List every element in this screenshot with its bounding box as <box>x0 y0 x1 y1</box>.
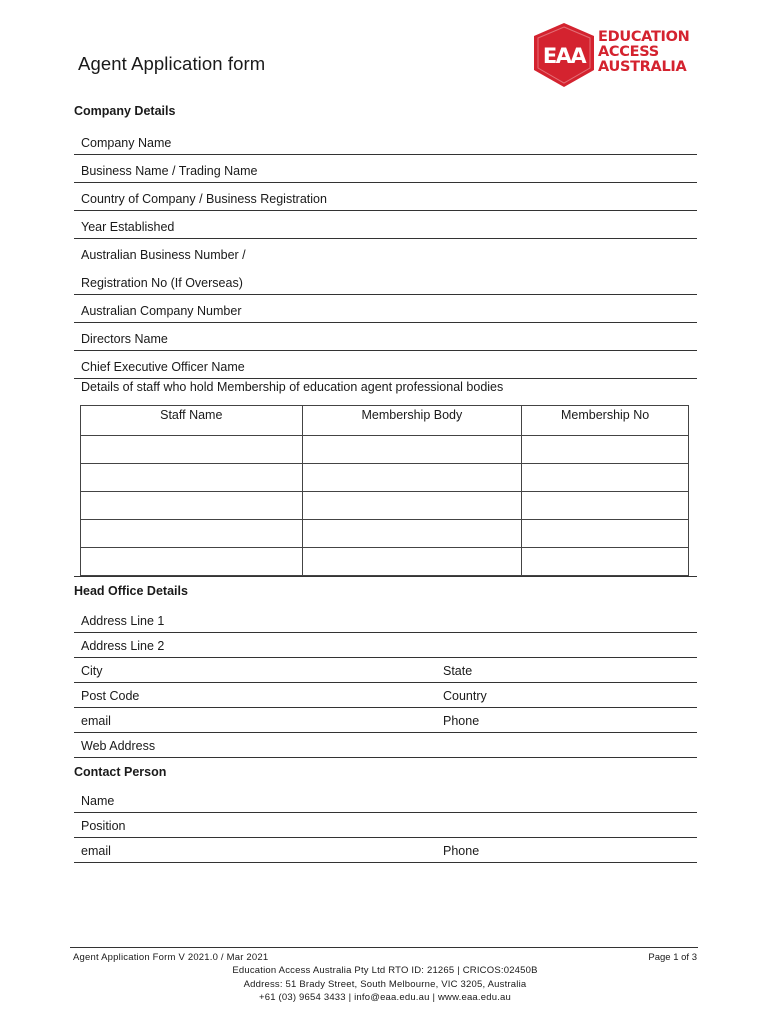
footer-divider <box>70 947 698 948</box>
staff-membership-table <box>80 405 689 576</box>
table-cell[interactable] <box>522 492 689 520</box>
table-cell[interactable] <box>302 548 522 576</box>
footer-address-line: Address: 51 Brady Street, South Melbourne, VIC 3205, Australia <box>243 979 527 990</box>
table-cell[interactable] <box>302 464 522 492</box>
table-cell[interactable] <box>81 548 303 576</box>
eaa-logo <box>532 22 702 88</box>
logo-wordmark <box>598 30 690 75</box>
company-details-heading: Company Details <box>74 104 176 118</box>
table-row <box>81 492 689 520</box>
footer-contact-line: +61 (03) 9654 3433 | info@eaa.edu.au | www.eaa.edu.au <box>258 992 512 1003</box>
table-row <box>81 520 689 548</box>
abn-field-line-2[interactable] <box>74 266 697 295</box>
column-header-staff-name: Staff Name <box>81 406 303 436</box>
address-line-1-field[interactable] <box>74 606 697 633</box>
column-header-membership-body: Membership Body <box>302 406 522 436</box>
year-established-field[interactable] <box>74 210 697 239</box>
table-cell[interactable] <box>522 464 689 492</box>
table-cell[interactable] <box>302 436 522 464</box>
contact-name-field[interactable] <box>74 786 697 813</box>
field-label: Country of Company / Business Registration <box>81 192 327 206</box>
field-label: Australian Business Number / <box>81 248 246 262</box>
eaa-shield-icon <box>532 22 596 88</box>
head-office-heading: Head Office Details <box>74 584 188 598</box>
field-label: Position <box>81 819 126 833</box>
email-phone-row[interactable] <box>74 707 697 733</box>
city-state-row[interactable] <box>74 657 697 683</box>
field-label: Year Established <box>81 220 175 234</box>
column-header-membership-no: Membership No <box>522 406 689 436</box>
field-label: Australian Company Number <box>81 304 242 318</box>
table-cell[interactable] <box>522 436 689 464</box>
table-cell[interactable] <box>81 492 303 520</box>
field-label: Directors Name <box>81 332 168 346</box>
field-label: Chief Executive Officer Name <box>81 360 245 374</box>
business-name-field[interactable] <box>74 154 697 183</box>
field-label: Name <box>81 794 115 808</box>
field-label: Web Address <box>81 739 156 753</box>
table-cell[interactable] <box>81 436 303 464</box>
contact-person-heading: Contact Person <box>74 765 167 779</box>
directors-name-field[interactable] <box>74 322 697 351</box>
table-cell[interactable] <box>522 520 689 548</box>
table-cell[interactable] <box>302 492 522 520</box>
contact-position-field[interactable] <box>74 812 697 838</box>
page-title: Agent Application form <box>78 53 266 74</box>
field-label: Details of staff who hold Membership of education agent professional bodies <box>81 380 504 394</box>
table-row <box>81 464 689 492</box>
table-row <box>81 436 689 464</box>
logo-line-2: ACCESS <box>598 44 659 60</box>
country-label: Country <box>443 689 487 703</box>
state-label: State <box>443 664 473 678</box>
footer-company-line: Education Access Australia Pty Ltd RTO ID: 21265 | CRICOS:02450B <box>232 965 538 976</box>
field-label: Registration No (If Overseas) <box>81 276 243 290</box>
address-line-2-field[interactable] <box>74 632 697 658</box>
phone-label: Phone <box>443 844 480 858</box>
table-cell[interactable] <box>81 520 303 548</box>
staff-membership-label-row <box>74 378 697 398</box>
postcode-country-row[interactable] <box>74 682 697 708</box>
table-cell[interactable] <box>522 548 689 576</box>
acn-field[interactable] <box>74 294 697 323</box>
email-label: email <box>81 844 111 858</box>
field-label: Address Line 1 <box>81 614 165 628</box>
table-row <box>81 548 689 576</box>
field-label: Address Line 2 <box>81 639 165 653</box>
field-label: Company Name <box>81 136 172 150</box>
field-label: Business Name / Trading Name <box>81 164 258 178</box>
table-header-row <box>81 406 689 436</box>
table-cell[interactable] <box>302 520 522 548</box>
page-number: Page 1 of 3 <box>648 952 697 963</box>
logo-line-1: EDUCATION <box>598 29 690 45</box>
email-label: email <box>81 714 111 728</box>
table-underline <box>74 576 697 577</box>
form-version: Agent Application Form V 2021.0 / Mar 2021 <box>73 952 269 963</box>
table-cell[interactable] <box>81 464 303 492</box>
abn-field-line-1[interactable] <box>74 238 697 266</box>
company-name-field[interactable] <box>74 124 697 155</box>
ceo-name-field[interactable] <box>74 350 697 379</box>
postcode-label: Post Code <box>81 689 140 703</box>
city-label: City <box>81 664 103 678</box>
phone-label: Phone <box>443 714 480 728</box>
country-registration-field[interactable] <box>74 182 697 211</box>
logo-line-3: AUSTRALIA <box>598 59 687 75</box>
logo-mark: EAA <box>542 44 586 68</box>
contact-email-phone-row[interactable] <box>74 837 697 863</box>
web-address-field[interactable] <box>74 732 697 758</box>
